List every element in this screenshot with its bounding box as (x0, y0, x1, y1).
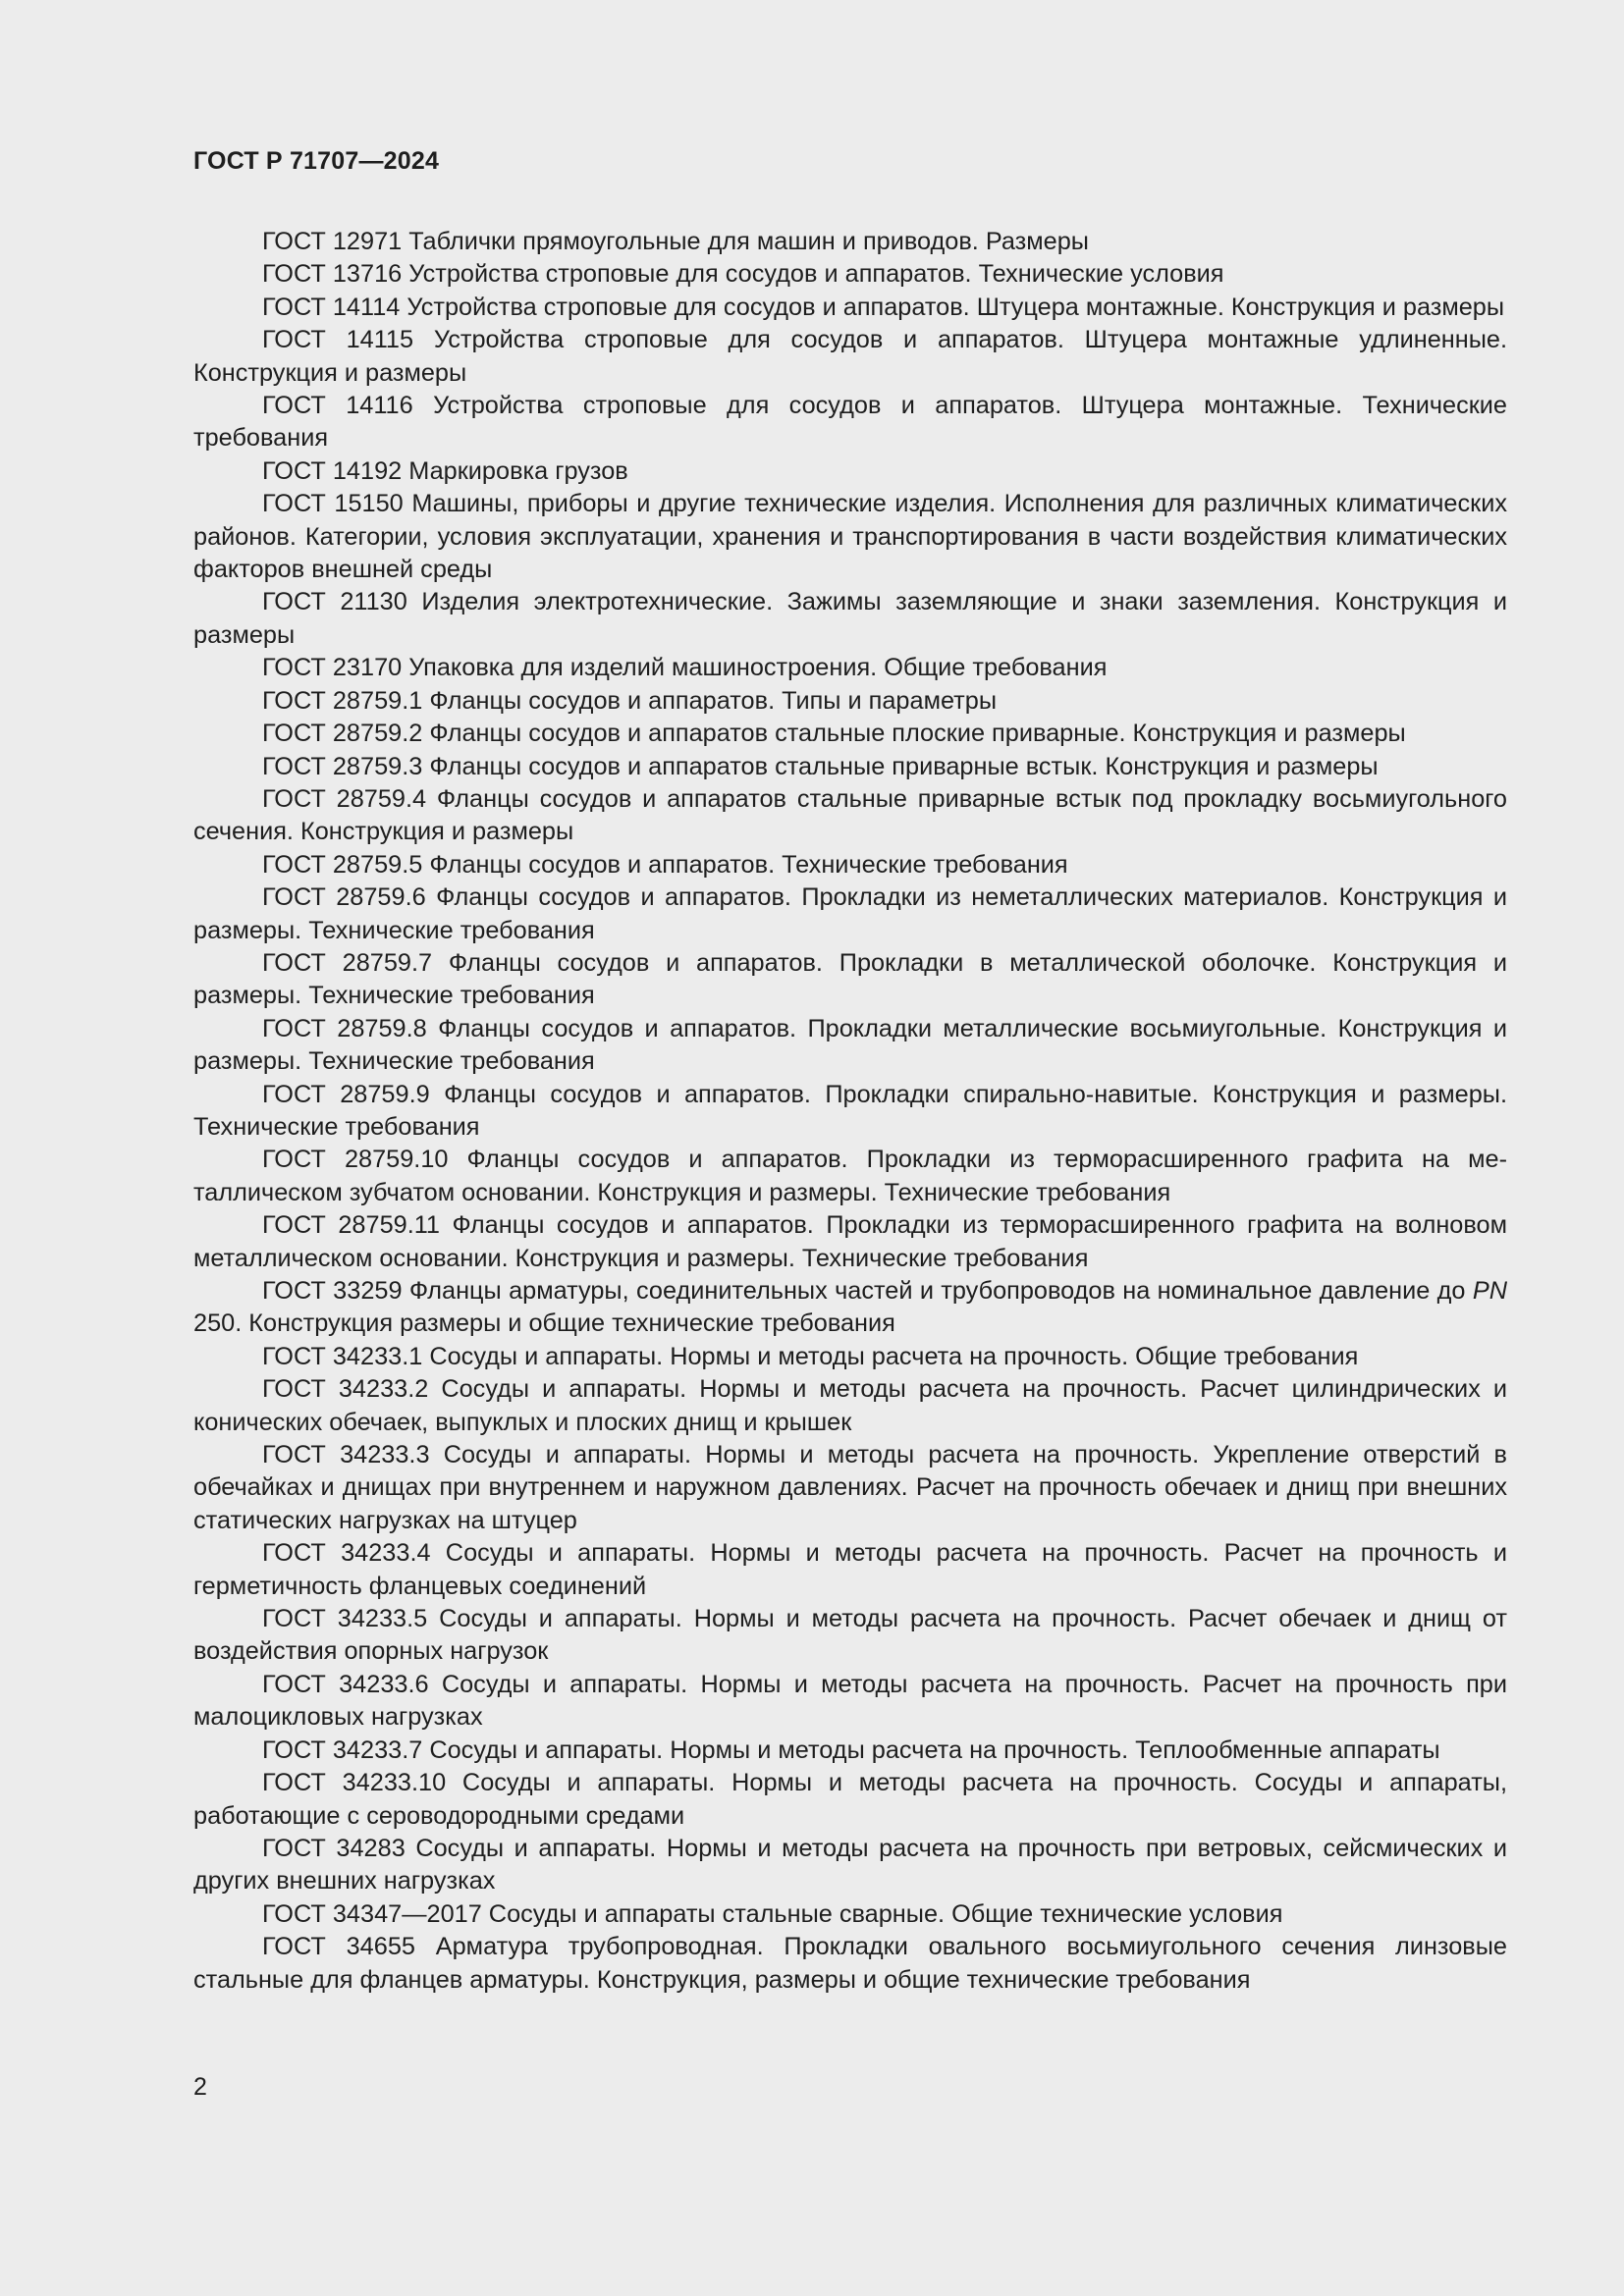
reference-item: ГОСТ 28759.4 Фланцы сосудов и аппаратов стальные приварные встык под прокладку восьмиугольного сечения. Конструкция и размеры (193, 784, 1507, 846)
reference-item: ГОСТ 21130 Изделия электротехнические. Зажимы заземляющие и знаки заземления. Конструкция и размеры (193, 588, 1507, 649)
reference-item: ГОСТ 28759.9 Фланцы сосудов и аппаратов. Прокладки спирально-навитые. Конструкция и размеры. Технические требования (193, 1080, 1507, 1141)
reference-item: ГОСТ 23170 Упаковка для изделий машиностроения. Общие требования (262, 654, 1108, 682)
reference-item: ГОСТ 34233.5 Сосуды и аппараты. Нормы и методы расчета на прочность. Расчет обечаек и днищ от воздействия опорных нагрузок (193, 1605, 1507, 1666)
reference-item: ГОСТ 28759.10 Фланцы сосудов и аппаратов. Прокладки из терморасширенного графита на металлическом зубчатом основании. Конструкция и размеры. Технические требования (193, 1146, 1507, 1206)
reference-item: ГОСТ 28759.2 Фланцы сосудов и аппаратов стальные плоские приварные. Конструкция и размеры (262, 720, 1406, 748)
reference-item: ГОСТ 33259 Фланцы арматуры, соединительных частей и трубопроводов на номинальное давление до PN 250. Конструкция размеры и общие технические требования (193, 1277, 1507, 1338)
reference-item: ГОСТ 12971 Таблички прямоугольные для машин и приводов. Размеры (262, 228, 1089, 255)
reference-item: ГОСТ 14116 Устройства строповые для сосудов и аппаратов. Штуцера монтажные. Технические требования (193, 392, 1507, 453)
reference-item: ГОСТ 15150 Машины, приборы и другие технические изделия. Исполнения для различных климатических районов. Категории, условия эксплуатации, хранения и транспортирования в части воздействия климатических факторов внешней среды (193, 490, 1507, 584)
reference-item: ГОСТ 28759.11 Фланцы сосудов и аппаратов. Прокладки из терморасширенного графита на волновом металлическом основании. Конструкция и размеры. Технические требования (193, 1211, 1507, 1272)
reference-item: ГОСТ 28759.5 Фланцы сосудов и аппаратов. Технические требования (262, 850, 1068, 879)
document-header: ГОСТ Р 71707—2024 (193, 147, 440, 175)
normative-references-list (193, 226, 1507, 1997)
reference-item: ГОСТ 28759.3 Фланцы сосудов и аппаратов стальные приварные встык. Конструкция и размеры (262, 752, 1379, 780)
reference-item: ГОСТ 34233.6 Сосуды и аппараты. Нормы и методы расчета на прочность. Расчет на прочность при малоцикловых нагрузках (193, 1670, 1507, 1732)
reference-item: ГОСТ 34233.7 Сосуды и аппараты. Нормы и методы расчета на прочность. Теплообменные аппараты (262, 1735, 1440, 1764)
reference-item: ГОСТ 34233.4 Сосуды и аппараты. Нормы и методы расчета на прочность. Расчет на прочность и герметичность фланцевых соединений (193, 1539, 1507, 1600)
reference-item: ГОСТ 14192 Маркировка грузов (262, 456, 628, 485)
reference-item: ГОСТ 34233.3 Сосуды и аппараты. Нормы и методы расчета на прочность. Укрепление отверстий в обечайках и днищах при внутреннем и наружном давлениях. Расчет на прочность обечаек и днищ при внешних статических нагрузках на штуцер (193, 1441, 1507, 1534)
reference-item: ГОСТ 14115 Устройства строповые для сосудов и аппаратов. Штуцера монтажные удлиненные. Конструкция и размеры (193, 326, 1507, 387)
reference-item: ГОСТ 13716 Устройства строповые для сосудов и аппаратов. Технические условия (262, 260, 1224, 289)
reference-item: ГОСТ 28759.6 Фланцы сосудов и аппаратов. Прокладки из неметаллических материалов. Конструкция и размеры. Технические требования (193, 883, 1507, 944)
reference-item: ГОСТ 28759.7 Фланцы сосудов и аппаратов. Прокладки в металлической оболочке. Конструкция и размеры. Технические требования (193, 948, 1507, 1010)
reference-item: ГОСТ 34347—2017 Сосуды и аппараты стальные сварные. Общие технические условия (262, 1899, 1283, 1928)
reference-item: ГОСТ 28759.1 Фланцы сосудов и аппаратов. Типы и параметры (262, 686, 998, 715)
reference-item: ГОСТ 34233.10 Сосуды и аппараты. Нормы и методы расчета на прочность. Сосуды и аппараты, работающие с сероводородными средами (193, 1769, 1507, 1830)
reference-item: ГОСТ 28759.8 Фланцы сосудов и аппаратов. Прокладки металлические восьмиугольные. Конструкция и размеры. Технические требования (193, 1014, 1507, 1076)
reference-item: ГОСТ 34655 Арматура трубопроводная. Прокладки овального восьмиугольного сечения линзовые стальные для фланцев арматуры. Конструкция, размеры и общие технические требования (193, 1933, 1507, 1994)
page-number: 2 (193, 2073, 207, 2101)
reference-item: ГОСТ 34233.1 Сосуды и аппараты. Нормы и методы расчета на прочность. Общие требования (262, 1342, 1359, 1370)
reference-item: ГОСТ 34283 Сосуды и аппараты. Нормы и методы расчета на прочность при ветровых, сейсмических и других внешних нагрузках (193, 1834, 1507, 1896)
nominal-pressure-symbol: PN (1472, 1277, 1507, 1305)
reference-item: ГОСТ 14114 Устройства строповые для сосудов и аппаратов. Штуцера монтажные. Конструкция и размеры (262, 293, 1505, 321)
reference-item: ГОСТ 34233.2 Сосуды и аппараты. Нормы и методы расчета на прочность. Расчет цилиндрических и конических обечаек, выпуклых и плоских днищ и крышек (193, 1375, 1507, 1436)
